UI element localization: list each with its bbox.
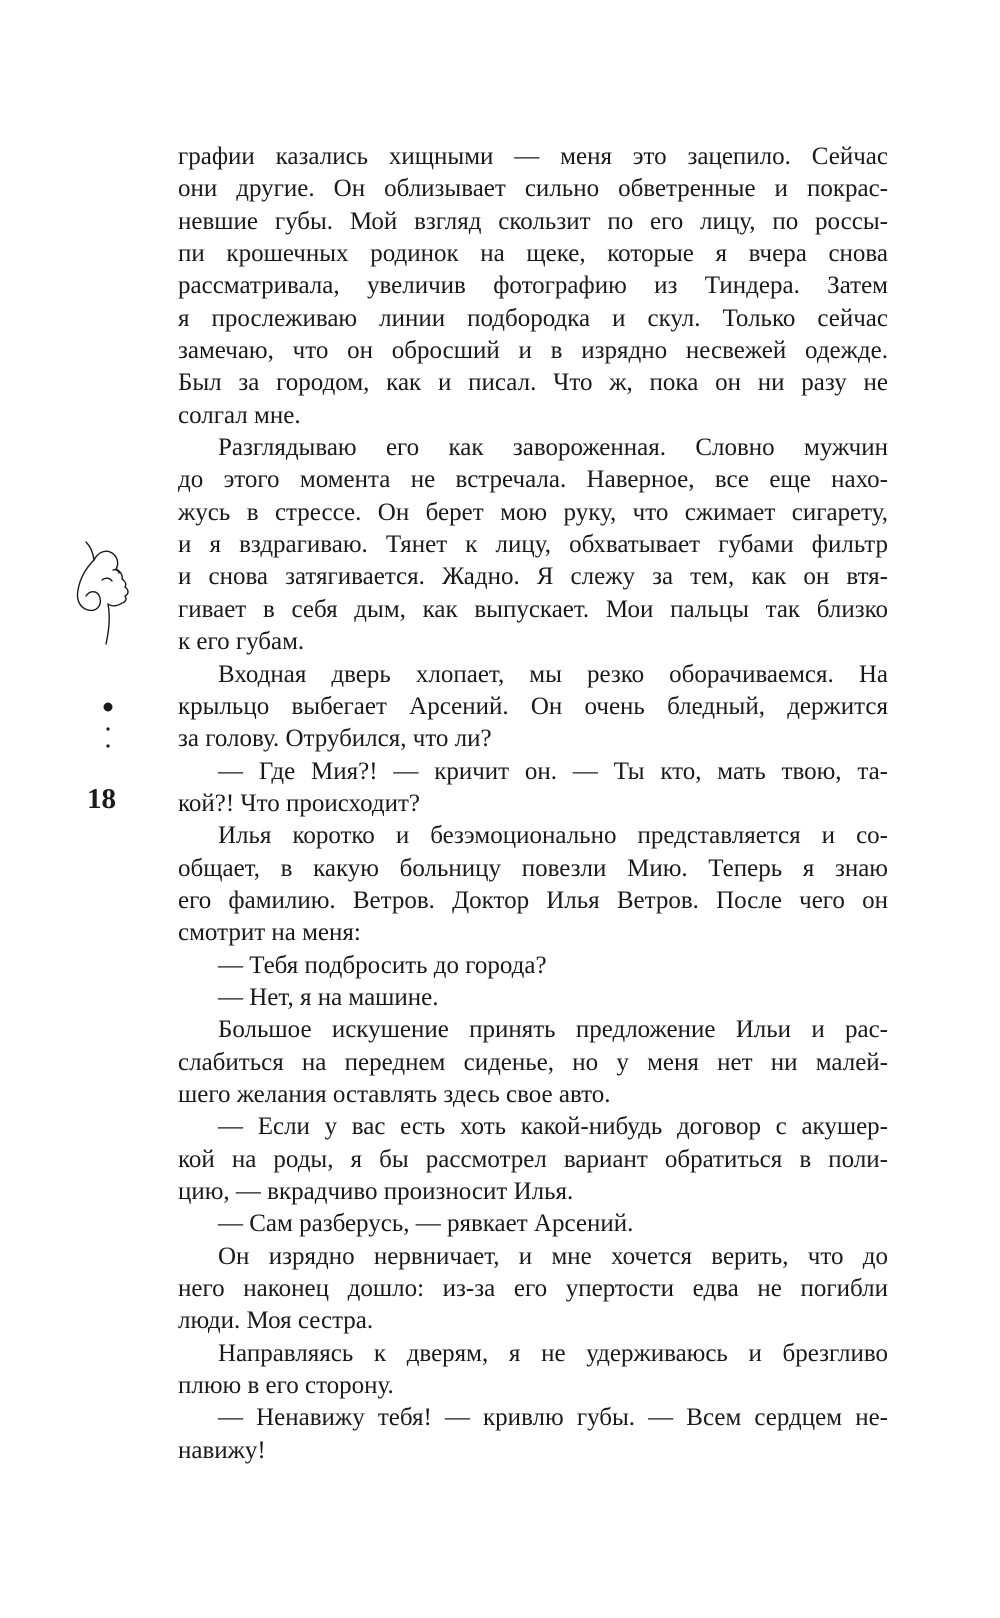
text-line: люди. Моя сестра. [178,1307,374,1335]
text-line: Входная дверь хлопает, мы резко оборачиваемся. На [218,660,888,688]
text-line: Илья коротко и безэмоционально представляется и со- [218,822,888,850]
text-line: к его губам. [178,628,305,656]
text-line: и снова затягивается. Жадно. Я слежу за тем, как он втя- [178,563,888,591]
text-line: замечаю, что он обросший и в изрядно несвежей одежде. [178,337,888,365]
face-profile-line-icon [72,540,144,645]
text-line: — Ненавижу тебя! — кривлю губы. — Всем сердцем не- [218,1404,888,1432]
book-page-text [178,141,888,1467]
text-line: навижу! [178,1436,266,1464]
text-line: графии казались хищными — меня это зацепило. Сейчас [178,143,888,170]
text-line: пи крошечных родинок на щеке, которые я вчера снова [178,240,888,268]
text-line: невшие губы. Мой взгляд скользит по его лицу, по россы- [178,207,888,235]
text-line: я прослеживаю линии подбородка и скул. Только сейчас [178,304,888,332]
text-line: — Если у вас есть хоть какой-нибудь договор с акушер- [218,1113,888,1141]
text-line: до этого момента не встречала. Наверное, все еще нахо- [178,466,888,494]
text-line: — Сам разберусь, — рявкает Арсений. [218,1210,634,1238]
text-line: общает, в какую больницу повезли Мию. Теперь я знаю [178,854,888,882]
text-line: Разглядываю его как завороженная. Словно мужчин [218,434,888,462]
text-line: — Где Мия?! — кричит он. — Ты кто, мать твою, та- [218,757,888,785]
text-line: цию, — вкрадчиво произносит Илья. [178,1178,574,1205]
text-line: жусь в стрессе. Он берет мою руку, что сжимает сигарету, [178,498,888,526]
text-line: кой?! Что происходит? [178,789,420,817]
text-line: за голову. Отрубился, что ли? [178,725,492,753]
text-line: шего желания оставлять здесь свое авто. [178,1080,611,1108]
text-line: плюю в его сторону. [178,1372,394,1400]
vertical-dots-icon [101,702,115,752]
text-line: крыльцо выбегает Арсений. Он очень бледный, держится [178,692,888,720]
text-line: его фамилию. Ветров. Доктор Илья Ветров. После чего он [178,886,888,914]
text-line: кой на роды, я бы рассмотрел вариант обратиться в поли- [178,1145,888,1173]
text-line: смотрит на меня: [178,919,361,947]
text-line: и я вздрагиваю. Тянет к лицу, обхватывает губами фильтр [178,531,888,559]
text-line: Направляясь к дверям, я не удерживаюсь и брезгливо [218,1339,888,1367]
text-line: — Нет, я на машине. [218,983,439,1011]
text-line: Он изрядно нервничает, и мне хочется верить, что до [218,1242,888,1270]
text-line: солгал мне. [178,401,301,429]
text-line: гивает в себя дым, как выпускает. Мои пальцы так близко [178,595,888,623]
text-line: Был за городом, как и писал. Что ж, пока он ни разу не [178,369,888,397]
text-line: — Тебя подбросить до города? [218,951,547,979]
page-number: 18 [87,783,116,815]
text-line: они другие. Он облизывает сильно обветренные и покрас- [178,175,888,203]
text-line: рассматривала, увеличив фотографию из Тиндера. Затем [178,272,888,300]
text-line: Большое искушение принять предложение Ильи и рас- [218,1016,888,1044]
text-line: слабиться на переднем сиденье, но у меня нет ни малей- [178,1048,888,1076]
text-line: него наконец дошло: из-за его упертости едва не погибли [178,1275,888,1303]
